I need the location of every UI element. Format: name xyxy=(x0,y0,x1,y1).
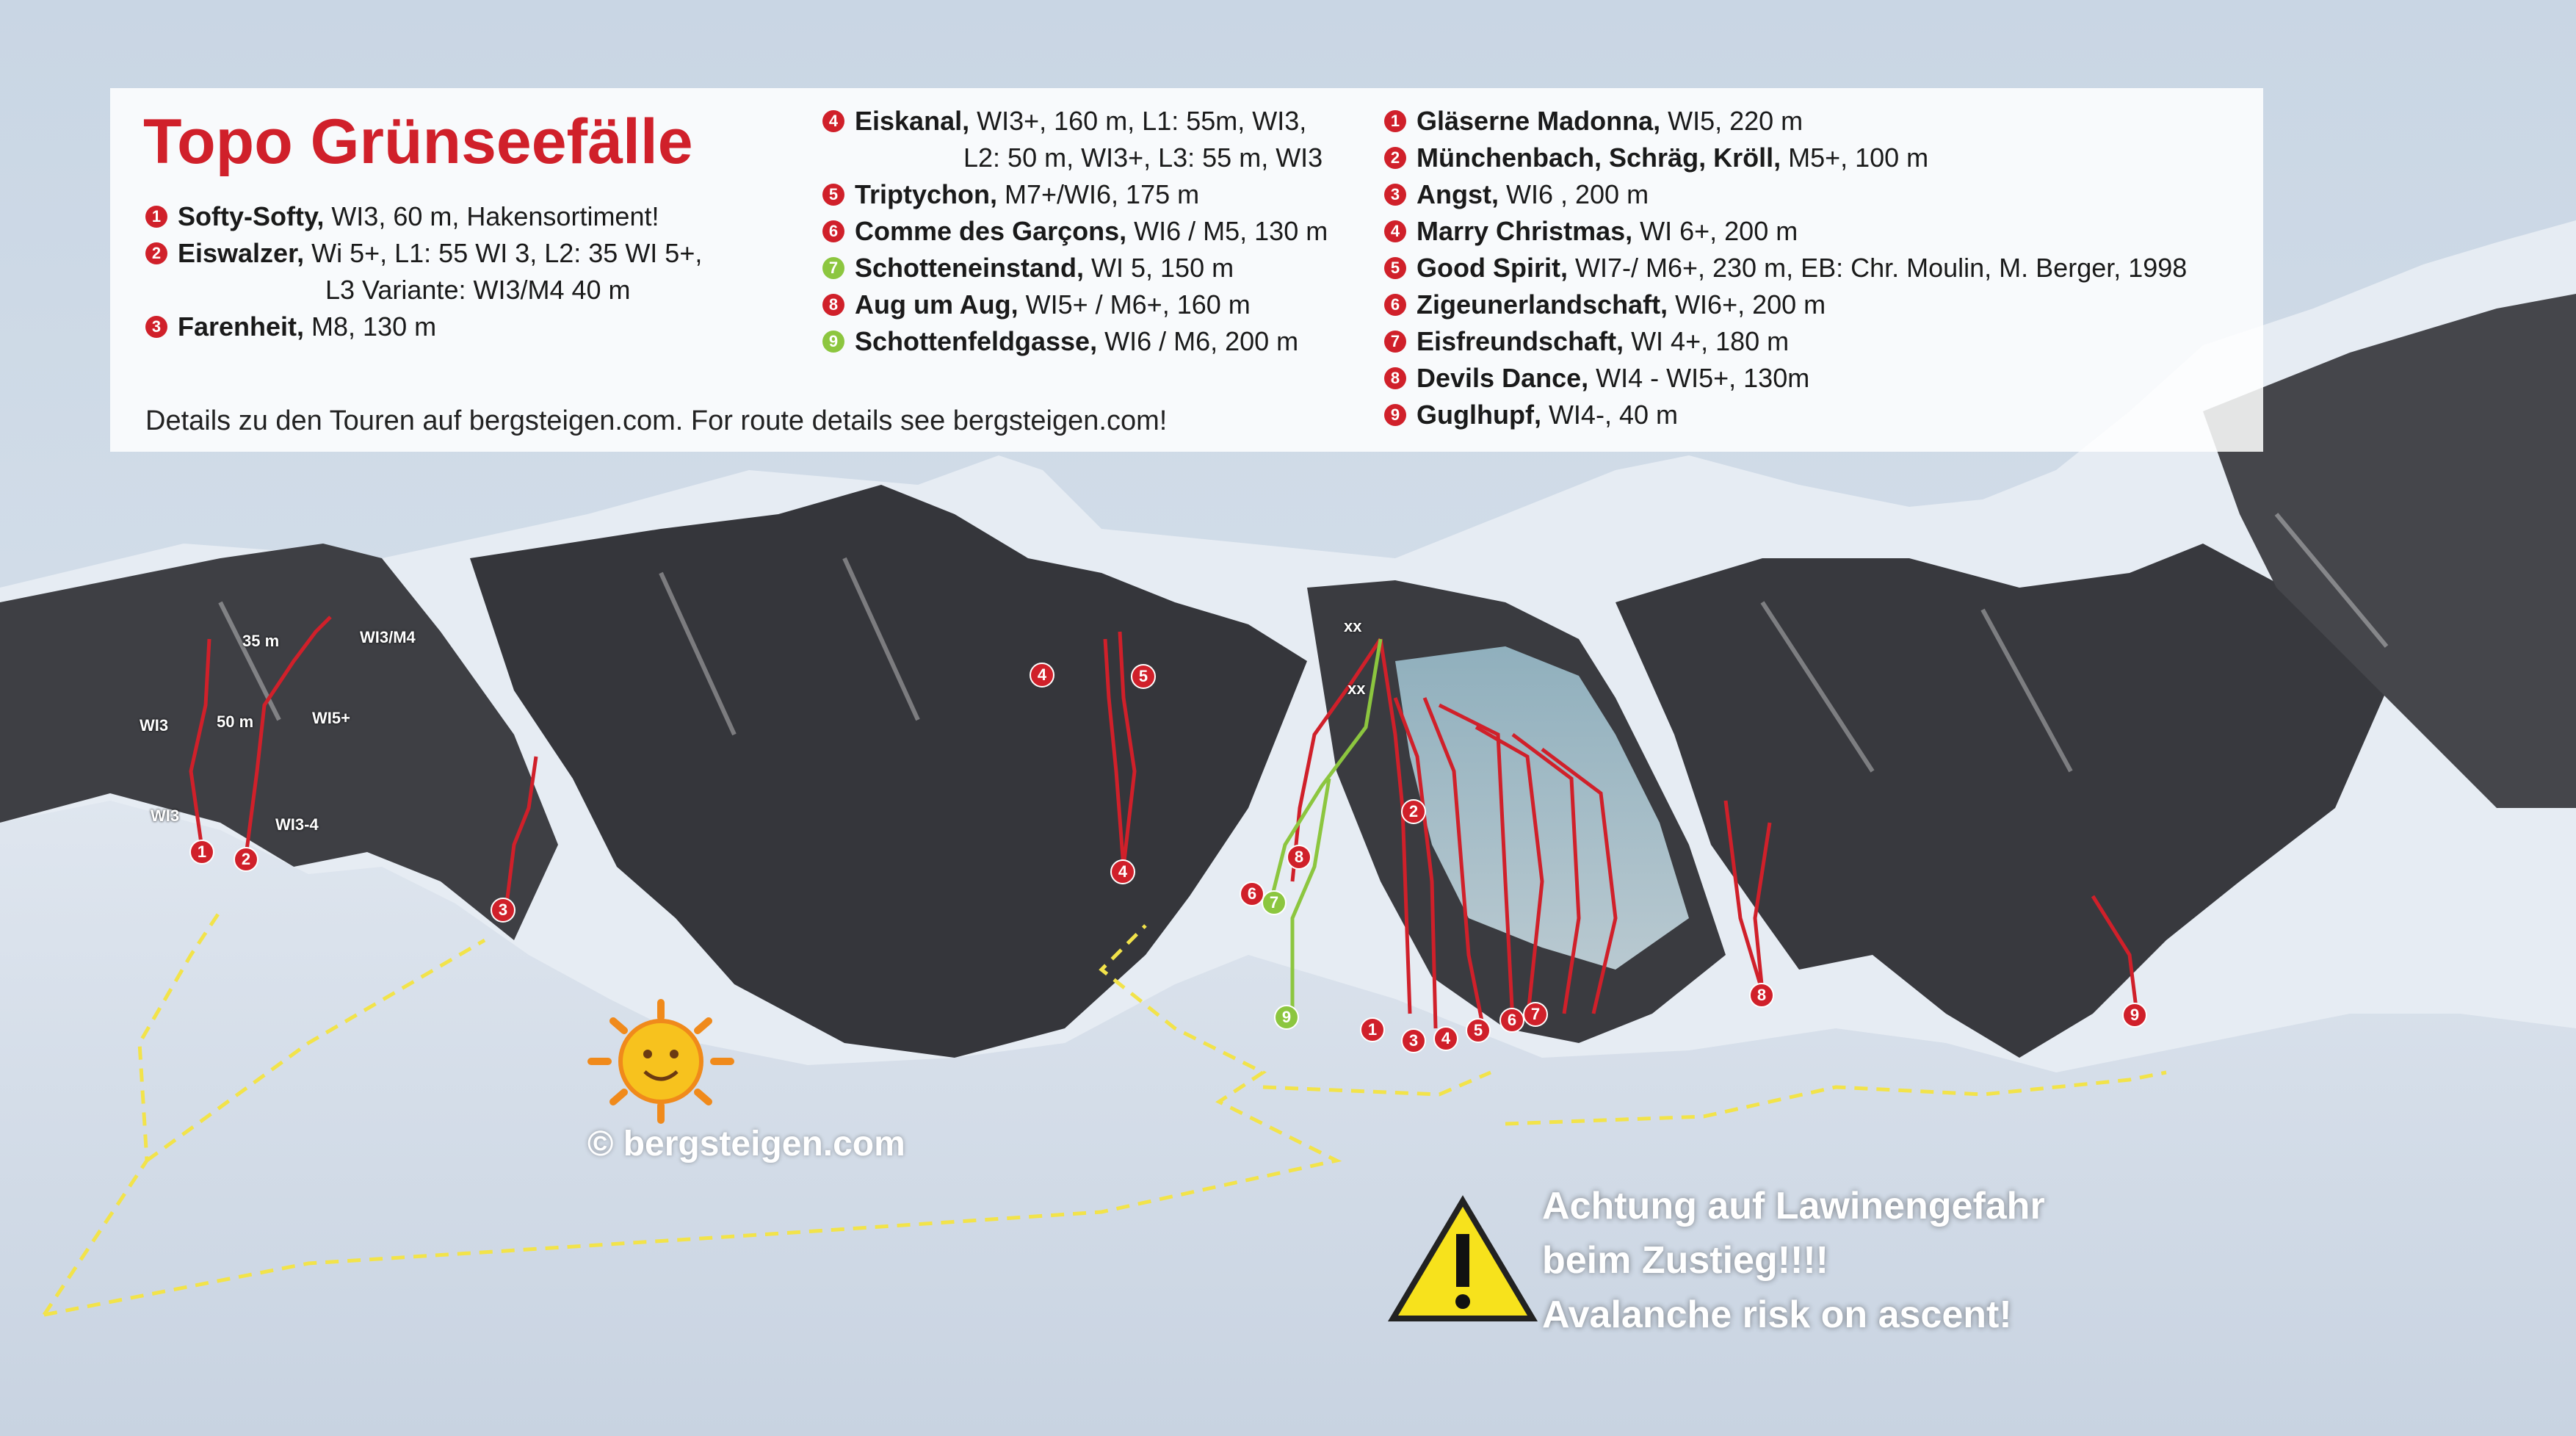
route-number-badge: 2 xyxy=(1384,147,1406,169)
route-desc: WI4 - WI5+, 130m xyxy=(1596,363,1810,393)
route-desc: WI3, 60 m, Hakensortiment! xyxy=(331,201,659,231)
legend-item xyxy=(1384,140,2187,176)
route-name: Comme des Garçons, xyxy=(855,216,1127,246)
legend-item xyxy=(145,235,702,272)
warning-line: beim Zustieg!!!! xyxy=(1542,1239,1828,1282)
topo-grade-label: WI3 xyxy=(140,716,169,735)
route-marker: 9 xyxy=(1274,1005,1299,1030)
route-name: Aug um Aug, xyxy=(855,289,1019,320)
route-name: Farenheit, xyxy=(178,311,305,342)
route-name: Devils Dance, xyxy=(1417,363,1589,393)
route-marker: 5 xyxy=(1131,664,1156,689)
route-number-badge: 7 xyxy=(1384,331,1406,353)
route-number-badge: 6 xyxy=(1384,294,1406,316)
route-name: Schotteneinstand, xyxy=(855,253,1085,283)
route-name: Eisfreundschaft, xyxy=(1417,326,1624,356)
topo-grade-label: 50 m xyxy=(217,712,254,731)
legend-item xyxy=(822,250,1328,286)
route-number-badge: 4 xyxy=(1384,220,1406,242)
route-desc: WI6 / M6, 200 m xyxy=(1104,326,1299,356)
legend-item-continued xyxy=(822,140,1328,176)
route-number-badge: 7 xyxy=(822,257,844,279)
route-number-badge: 1 xyxy=(145,206,167,228)
route-marker: 4 xyxy=(1110,859,1135,884)
route-name: Zigeunerlandschaft, xyxy=(1417,289,1668,320)
route-number-badge: 2 xyxy=(145,242,167,264)
legend-item-continued xyxy=(145,272,702,309)
route-name: Gläserne Madonna, xyxy=(1417,106,1661,136)
route-marker: 2 xyxy=(234,847,258,872)
route-desc: WI 5, 150 m xyxy=(1091,253,1234,283)
route-desc: WI6 / M5, 130 m xyxy=(1134,216,1328,246)
route-desc: WI 6+, 200 m xyxy=(1640,216,1798,246)
route-marker: 3 xyxy=(491,898,515,923)
route-marker: 8 xyxy=(1749,983,1774,1008)
route-marker: 6 xyxy=(1499,1008,1524,1033)
avalanche-warning xyxy=(1542,1179,2045,1342)
copyright-label: © bergsteigen.com xyxy=(587,1125,905,1163)
route-name: Guglhupf, xyxy=(1417,400,1541,430)
warning-line: Avalanche risk on ascent! xyxy=(1542,1294,2012,1336)
warning-line: Achtung auf Lawinengefahr xyxy=(1542,1185,2045,1227)
route-number-badge: 1 xyxy=(1384,110,1406,132)
route-desc: WI 4+, 180 m xyxy=(1631,326,1790,356)
route-name: Eiswalzer, xyxy=(178,238,305,268)
topo-grade-label: WI3-4 xyxy=(275,815,319,834)
route-marker: 7 xyxy=(1262,890,1287,915)
page-title: Topo Grünseefälle xyxy=(143,107,693,177)
topo-grade-label: WI3 xyxy=(151,807,180,825)
legend-item xyxy=(822,103,1328,140)
route-marker: 1 xyxy=(189,840,214,865)
route-number-badge: 9 xyxy=(822,331,844,353)
route-number-badge: 5 xyxy=(822,184,844,206)
legend-column-right xyxy=(1384,103,2187,433)
legend-item xyxy=(822,176,1328,213)
legend-item xyxy=(822,213,1328,250)
details-note: Details zu den Touren auf bergsteigen.com. For route details see bergsteigen.com! xyxy=(145,405,1168,436)
route-number-badge: 4 xyxy=(822,110,844,132)
route-marker: 2 xyxy=(1401,799,1426,824)
route-number-badge: 5 xyxy=(1384,257,1406,279)
route-number-badge: 6 xyxy=(822,220,844,242)
route-marker: 6 xyxy=(1240,881,1265,906)
route-marker: 7 xyxy=(1523,1002,1548,1027)
legend-item xyxy=(1384,176,2187,213)
route-desc: M8, 130 m xyxy=(311,311,437,342)
route-number-badge: 8 xyxy=(1384,367,1406,389)
topo-grade-label: WI5+ xyxy=(312,709,350,727)
route-marker: 8 xyxy=(1287,845,1311,870)
topo-grade-label: 35 m xyxy=(242,632,280,650)
route-desc-continued: L2: 50 m, WI3+, L3: 55 m, WI3 xyxy=(963,142,1323,173)
route-number-badge: 3 xyxy=(1384,184,1406,206)
legend-item xyxy=(1384,323,2187,360)
legend-item xyxy=(145,309,702,345)
route-desc: WI6 , 200 m xyxy=(1506,179,1649,209)
legend-column-middle xyxy=(822,103,1328,360)
route-desc: WI7-/ M6+, 230 m, EB: Chr. Moulin, M. Berger, 1998 xyxy=(1574,253,2188,283)
topo-grade-label: WI3/M4 xyxy=(360,628,416,646)
legend-item xyxy=(1384,103,2187,140)
route-desc-continued: L3 Variante: WI3/M4 40 m xyxy=(325,275,631,305)
route-desc: M5+, 100 m xyxy=(1788,142,1929,173)
route-name: Eiskanal, xyxy=(855,106,970,136)
route-desc: WI3+, 160 m, L1: 55m, WI3, xyxy=(977,106,1307,136)
legend-panel xyxy=(110,88,2263,452)
route-number-badge: 3 xyxy=(145,316,167,338)
route-marker: 5 xyxy=(1466,1018,1491,1043)
route-marker: 4 xyxy=(1030,663,1054,688)
legend-item xyxy=(145,198,702,235)
route-name: Marry Christmas, xyxy=(1417,216,1633,246)
route-name: Triptychon, xyxy=(855,179,998,209)
route-desc: M7+/WI6, 175 m xyxy=(1005,179,1200,209)
route-desc: WI4-, 40 m xyxy=(1548,400,1678,430)
legend-item xyxy=(822,323,1328,360)
route-marker: 9 xyxy=(2122,1003,2147,1028)
route-marker: 1 xyxy=(1360,1017,1385,1042)
route-desc: WI6+, 200 m xyxy=(1675,289,1826,320)
route-name: Angst, xyxy=(1417,179,1499,209)
legend-item xyxy=(1384,397,2187,433)
route-desc: WI5+ / M6+, 160 m xyxy=(1025,289,1251,320)
route-marker: 3 xyxy=(1401,1028,1426,1053)
topo-grade-label: xx xyxy=(1347,679,1366,698)
route-name: Münchenbach, Schräg, Kröll, xyxy=(1417,142,1781,173)
route-desc: WI5, 220 m xyxy=(1668,106,1803,136)
route-name: Schottenfeldgasse, xyxy=(855,326,1098,356)
legend-item xyxy=(1384,250,2187,286)
legend-item xyxy=(1384,360,2187,397)
route-name: Good Spirit, xyxy=(1417,253,1568,283)
route-number-badge: 9 xyxy=(1384,404,1406,426)
route-marker: 4 xyxy=(1433,1026,1458,1051)
legend-item xyxy=(1384,213,2187,250)
legend-column-left xyxy=(145,198,702,345)
legend-item xyxy=(1384,286,2187,323)
route-number-badge: 8 xyxy=(822,294,844,316)
topo-grade-label: xx xyxy=(1344,617,1362,635)
legend-item xyxy=(822,286,1328,323)
route-name: Softy-Softy, xyxy=(178,201,325,231)
route-desc: Wi 5+, L1: 55 WI 3, L2: 35 WI 5+, xyxy=(311,238,703,268)
